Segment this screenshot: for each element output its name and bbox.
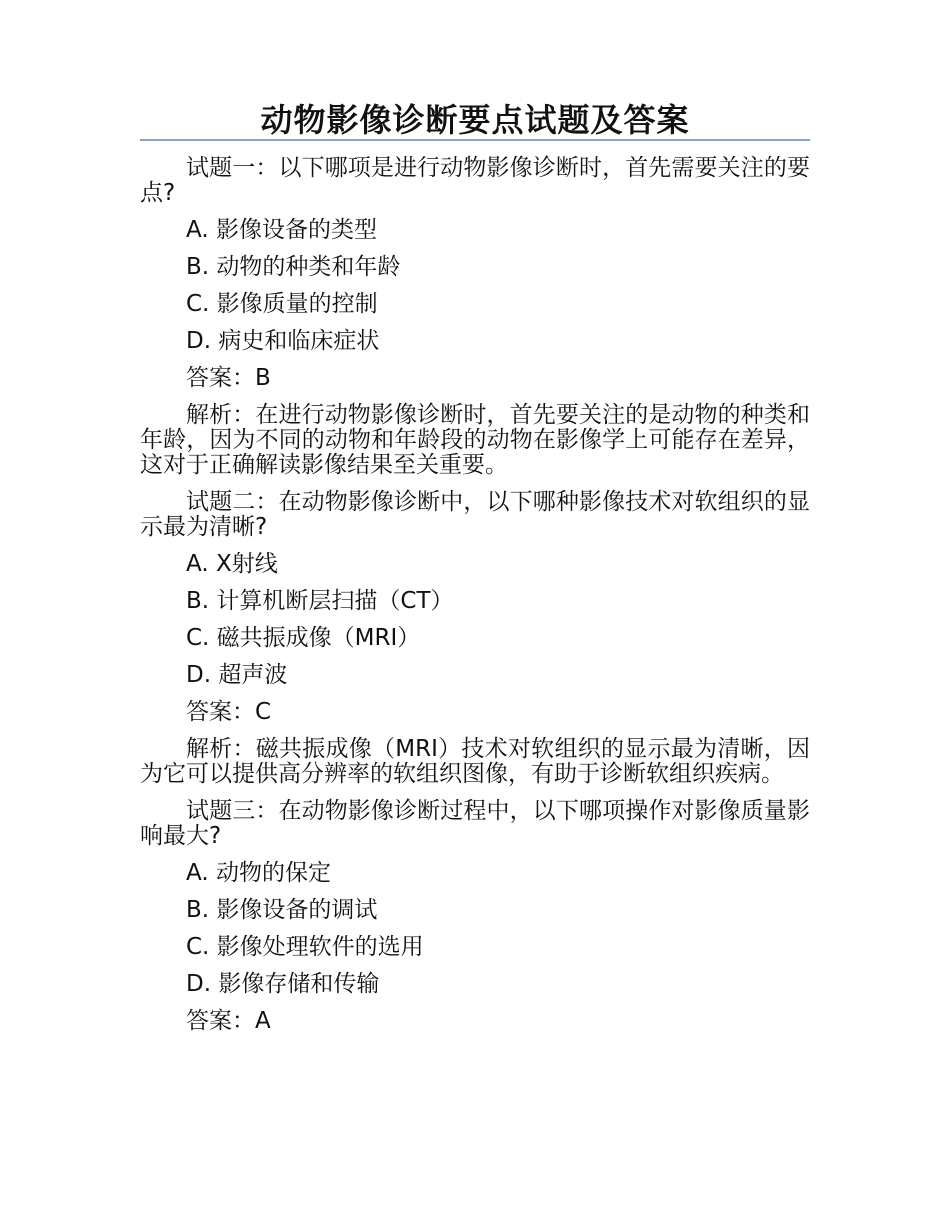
- question-stem: 试题一：以下哪项是进行动物影像诊断时，首先需要关注的要点?: [140, 155, 810, 206]
- option-c: C. 影像质量的控制: [186, 291, 378, 317]
- option-d: D. 影像存储和传输: [186, 971, 380, 997]
- option-d: D. 超声波: [186, 662, 288, 688]
- question-stem: 试题二：在动物影像诊断中，以下哪种影像技术对软组织的显示最为清晰?: [140, 489, 810, 540]
- analysis-paragraph: 解析：在进行动物影像诊断时，首先要关注的是动物的种类和年龄，因为不同的动物和年龄段的动物在影像学上可能存在差异，这对于正确解读影像结果至关重要。: [140, 402, 810, 478]
- title-underline: [140, 139, 810, 141]
- question-stem: 试题三：在动物影像诊断过程中，以下哪项操作对影像质量影响最大?: [140, 798, 810, 849]
- option-d: D. 病史和临床症状: [186, 328, 380, 354]
- option-c: C. 影像处理软件的选用: [186, 934, 424, 960]
- option-b: B. 动物的种类和年龄: [186, 254, 401, 280]
- document-body: [140, 156, 810, 1046]
- analysis-paragraph: 解析：磁共振成像（MRI）技术对软组织的显示最为清晰，因为它可以提供高分辨率的软组织图像，有助于诊断软组织疾病。: [140, 736, 810, 787]
- option-b: B. 影像设备的调试: [186, 897, 378, 923]
- answer-line: 答案：B: [186, 365, 271, 391]
- question-block: [140, 156, 810, 478]
- option-a: A. X射线: [186, 551, 278, 577]
- answer-line: 答案：A: [186, 1008, 271, 1034]
- option-b: B. 计算机断层扫描（CT）: [186, 588, 454, 614]
- question-block: [140, 799, 810, 1034]
- option-a: A. 动物的保定: [186, 860, 331, 886]
- answer-line: 答案：C: [186, 699, 272, 725]
- option-c: C. 磁共振成像（MRI）: [186, 625, 421, 651]
- document-title: 动物影像诊断要点试题及答案: [260, 101, 690, 139]
- option-a: A. 影像设备的类型: [186, 217, 377, 243]
- question-block: [140, 490, 810, 787]
